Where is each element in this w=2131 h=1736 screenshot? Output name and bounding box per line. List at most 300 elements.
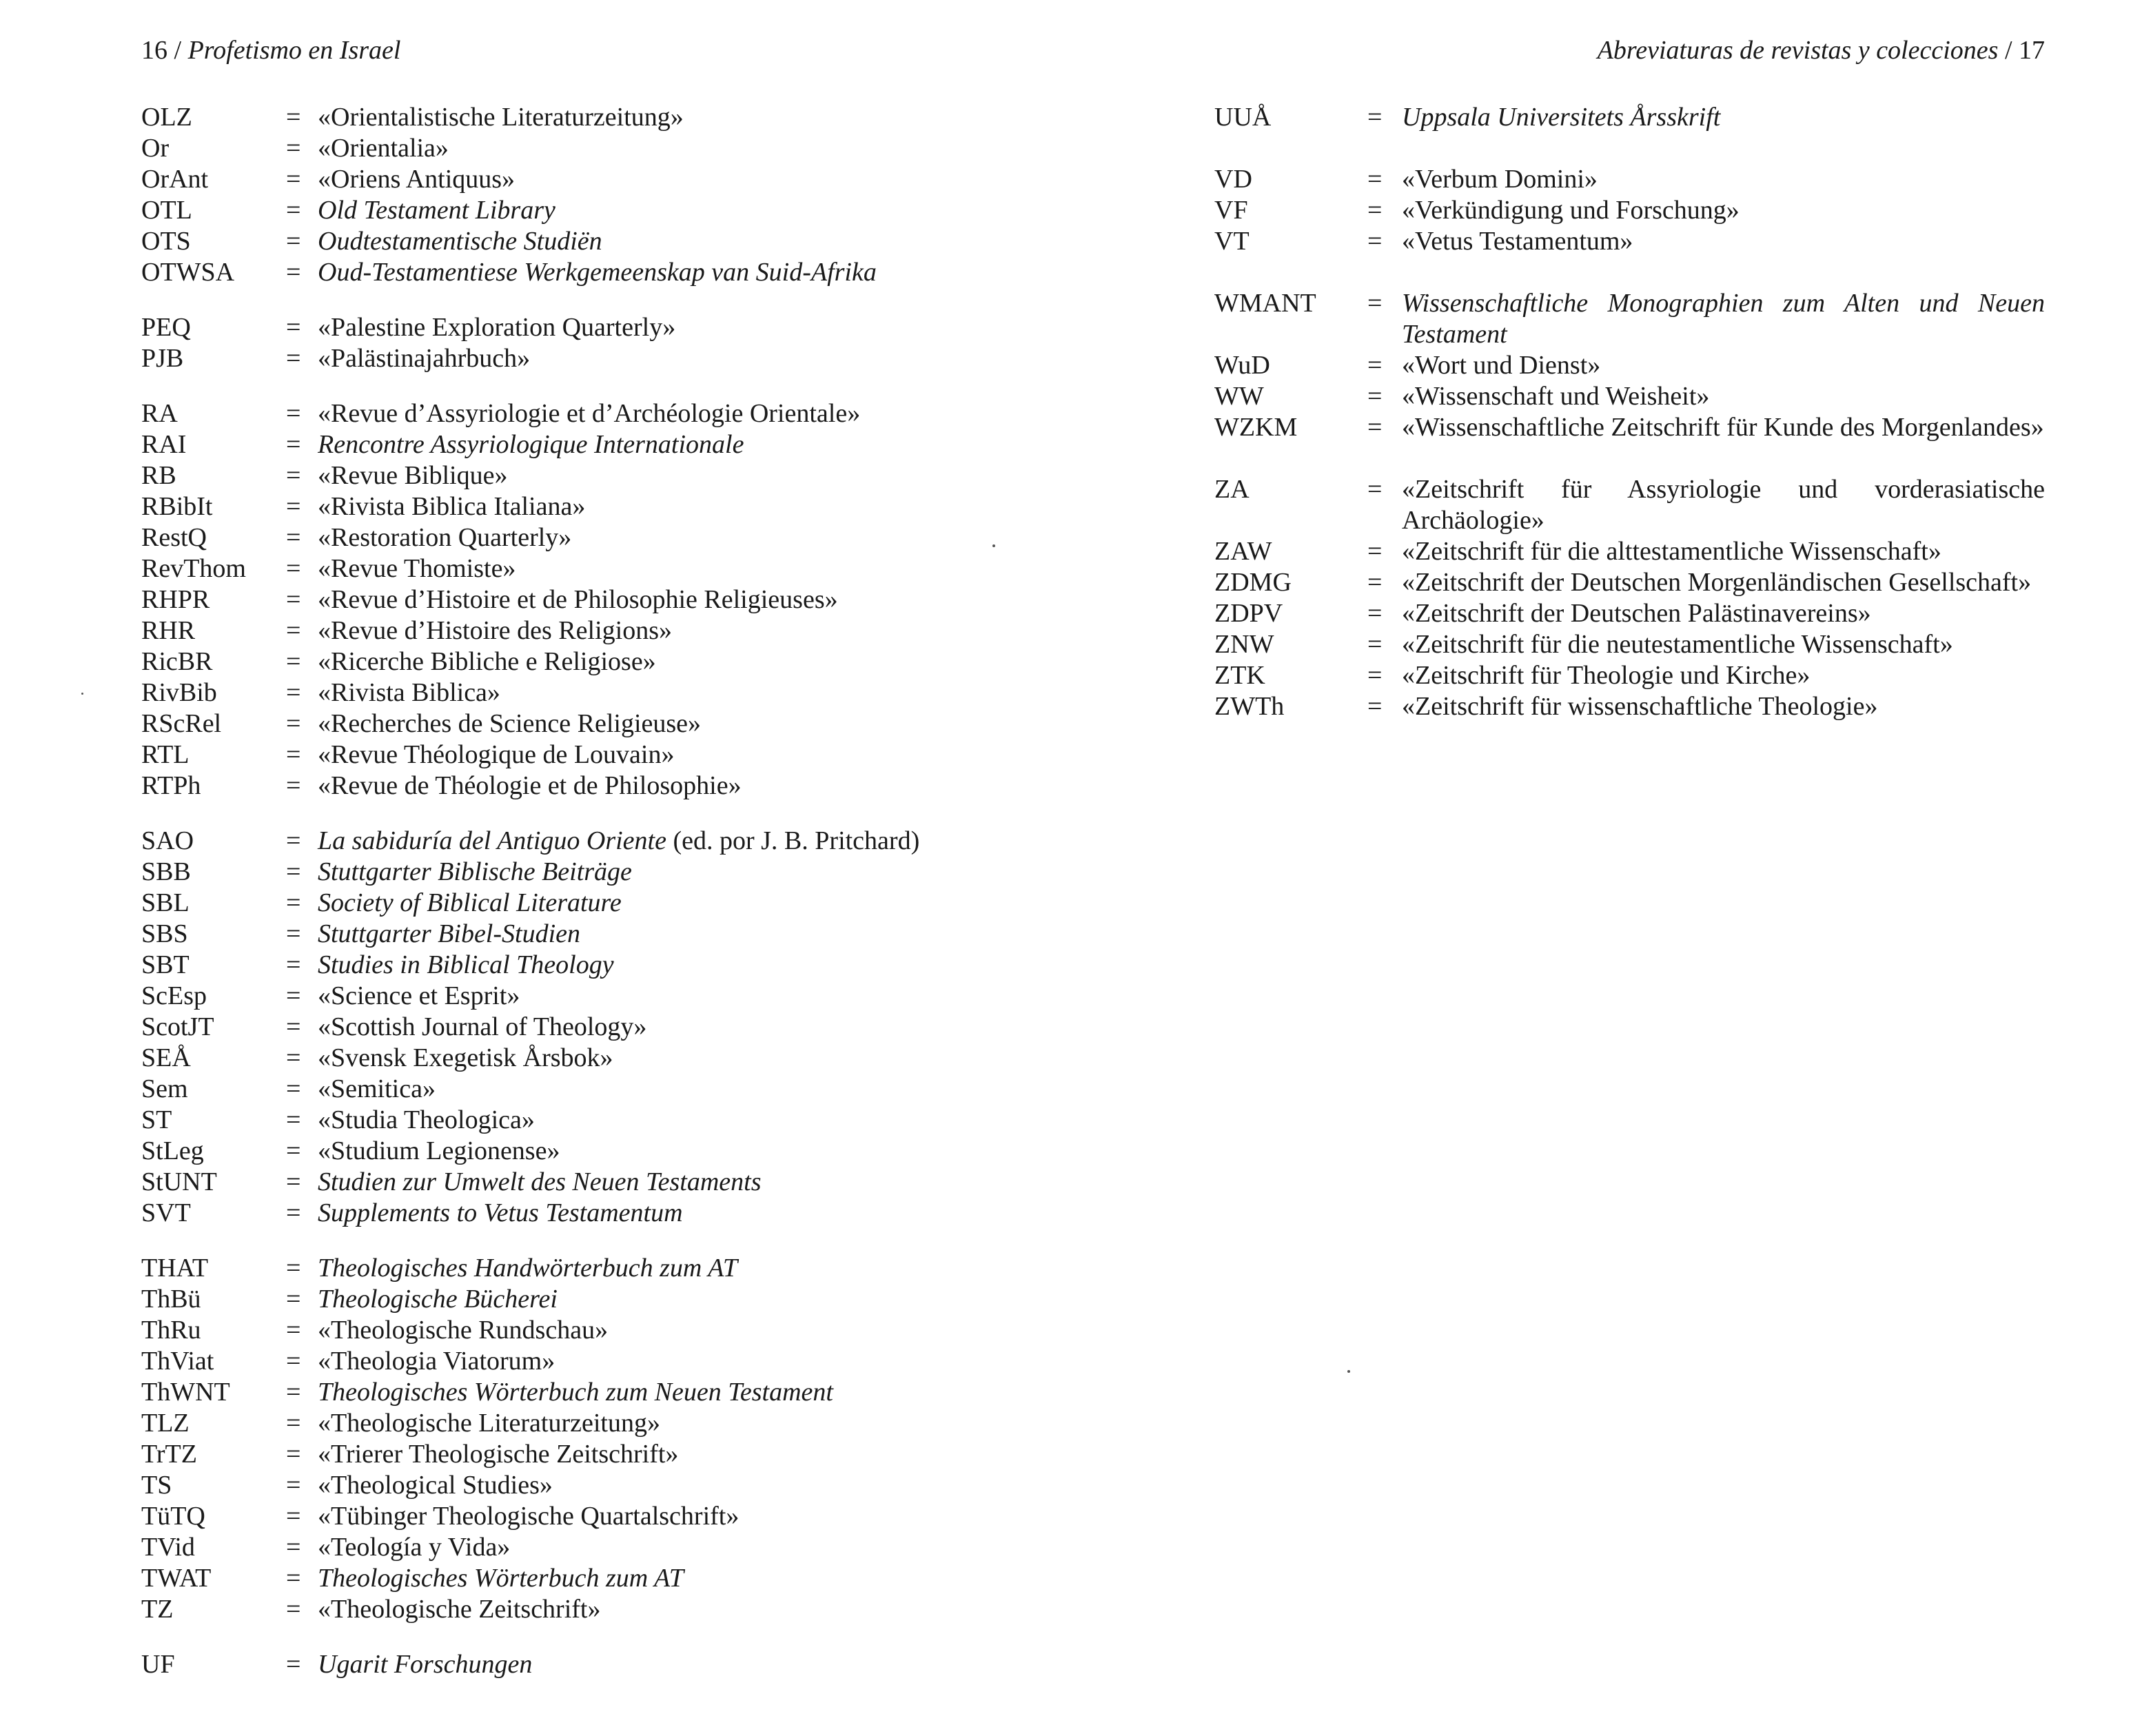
abbreviation: SBL: [141, 888, 190, 917]
expansion-text: «Zeitschrift für Theologie und Kirche»: [1402, 661, 1811, 690]
expansion-text: Studies in Biblical Theology: [318, 950, 614, 979]
abbreviation-entry: [1214, 102, 2045, 133]
expansion-text: «Orientalia»: [318, 134, 449, 163]
expansion-text: «Zeitschrift für wissenschaftliche Theologie»: [1402, 692, 1878, 721]
abbreviation: WuD: [1214, 351, 1270, 380]
equals-sign: =: [286, 492, 301, 521]
abbreviation-entry: [1214, 350, 2045, 381]
expansion: [318, 739, 1037, 770]
expansion: [318, 1439, 1037, 1470]
expansion-text: «Verbum Domini»: [1402, 165, 1598, 194]
expansion: [318, 522, 1037, 553]
equals-sign: =: [286, 227, 301, 256]
expansion-text: Stuttgarter Bibel-Studien: [318, 919, 581, 948]
equals-sign: =: [1367, 413, 1383, 442]
expansion-text: «Trierer Theologische Zeitschrift»: [318, 1440, 679, 1469]
abbreviation: RHPR: [141, 585, 210, 614]
abbreviation-entry: [141, 553, 1037, 584]
equals-sign: =: [286, 1074, 301, 1103]
equals-sign: =: [286, 888, 301, 917]
scan-speck: [1347, 1370, 1350, 1373]
scan-speck: [992, 544, 995, 547]
abbreviation: RA: [141, 399, 178, 428]
abbreviation-entry: [141, 1594, 1037, 1625]
expansion: [318, 1470, 1037, 1501]
expansion-text: «Wort und Dienst»: [1402, 351, 1601, 380]
expansion-text: «Svensk Exegetisk Årsbok»: [318, 1043, 613, 1072]
equals-sign: =: [286, 1347, 301, 1376]
right-page-header: [1598, 30, 2045, 70]
expansion: [318, 981, 1037, 1012]
abbreviation-entry: [141, 739, 1037, 770]
abbreviation-entry: [1214, 164, 2045, 195]
abbreviation: SVT: [141, 1198, 191, 1227]
equals-sign: =: [1367, 227, 1383, 256]
equals-sign: =: [286, 1043, 301, 1072]
right-page-title: Abreviaturas de revistas y colecciones: [1597, 36, 1999, 65]
abbreviation-entry: [141, 857, 1037, 888]
expansion: [318, 1167, 1037, 1198]
expansion: [318, 1012, 1037, 1043]
abbreviation-entry: [141, 491, 1037, 522]
expansion: [1402, 350, 2045, 381]
abbreviation-entry: [1214, 474, 2045, 536]
expansion: [318, 1532, 1037, 1563]
expansion: [318, 857, 1037, 888]
expansion-text: «Theological Studies»: [318, 1471, 553, 1500]
equals-sign: =: [286, 134, 301, 163]
expansion-text: Theologisches Wörterbuch zum AT: [318, 1564, 684, 1593]
expansion: [1402, 536, 2045, 567]
abbreviation: RicBR: [141, 647, 213, 676]
abbreviation-group: [141, 826, 1037, 1229]
abbreviation-entry: [141, 1253, 1037, 1284]
abbreviation: TVid: [141, 1533, 195, 1562]
expansion-text: «Vetus Testamentum»: [1402, 227, 1633, 256]
abbreviation-entry: [141, 522, 1037, 553]
abbreviation: WW: [1214, 382, 1264, 411]
expansion-text: «Zeitschrift für die alttestamentliche Wissenschaft»: [1402, 537, 1941, 566]
expansion-text: «Teología y Vida»: [318, 1533, 511, 1562]
abbreviation-group: [141, 102, 1037, 288]
abbreviation-entry: [141, 164, 1037, 195]
abbreviation-entry: [141, 133, 1037, 164]
abbreviation-entry: [141, 257, 1037, 288]
expansion: [318, 164, 1037, 195]
expansion: [318, 615, 1037, 646]
expansion-text: Oud-Testamentiese Werkgemeenskap van Suid-Afrika: [318, 258, 877, 287]
expansion-text: «Science et Esprit»: [318, 981, 520, 1010]
expansion-text: «Rivista Biblica»: [318, 678, 500, 707]
expansion: [318, 1043, 1037, 1074]
expansion-text: «Zeitschrift für die neutestamentliche Wissenschaft»: [1402, 630, 1953, 659]
abbreviation-entry: [141, 1532, 1037, 1563]
equals-sign: =: [286, 1650, 301, 1679]
equals-sign: =: [286, 196, 301, 225]
equals-sign: =: [286, 1012, 301, 1041]
abbreviation: ZWTh: [1214, 692, 1285, 721]
expansion-text: «Theologische Literaturzeitung»: [318, 1409, 660, 1438]
expansion: [318, 553, 1037, 584]
expansion: [318, 1346, 1037, 1377]
expansion: [318, 133, 1037, 164]
equals-sign: =: [286, 461, 301, 490]
abbreviation-entry: [141, 1167, 1037, 1198]
abbreviation-entry: [141, 226, 1037, 257]
equals-sign: =: [286, 1316, 301, 1345]
expansion: [318, 919, 1037, 950]
expansion: [318, 1198, 1037, 1229]
equals-sign: =: [286, 344, 301, 373]
expansion-text: «Wissenschaft und Weisheit»: [1402, 382, 1710, 411]
equals-sign: =: [1367, 103, 1383, 132]
expansion: [318, 950, 1037, 981]
expansion-text: «Studium Legionense»: [318, 1136, 560, 1165]
expansion: [318, 584, 1037, 615]
expansion-text: «Semitica»: [318, 1074, 436, 1103]
right-page-number: / 17: [2004, 36, 2045, 65]
expansion: [1402, 691, 2045, 722]
expansion: [318, 770, 1037, 801]
abbreviation-entry: [141, 1439, 1037, 1470]
left-page: [141, 0, 1037, 1736]
expansion-text: «Theologische Rundschau»: [318, 1316, 609, 1345]
expansion: [318, 826, 1037, 857]
equals-sign: =: [1367, 289, 1383, 318]
expansion: [318, 1594, 1037, 1625]
expansion: [1402, 474, 2045, 536]
abbreviation-group: [141, 1253, 1037, 1625]
equals-sign: =: [286, 165, 301, 194]
right-abbreviation-list: [1214, 102, 2045, 753]
expansion: [318, 1136, 1037, 1167]
expansion-text: Theologische Bücherei: [318, 1285, 558, 1314]
expansion-text: «Orientalistische Literaturzeitung»: [318, 103, 684, 132]
expansion-text: «Palästinajahrbuch»: [318, 344, 531, 373]
expansion: [318, 1284, 1037, 1315]
equals-sign: =: [286, 1471, 301, 1500]
expansion-text: Ugarit Forschungen: [318, 1650, 533, 1679]
expansion: [318, 1649, 1037, 1680]
abbreviation-entry: [141, 981, 1037, 1012]
expansion-text: Studien zur Umwelt des Neuen Testaments: [318, 1167, 762, 1196]
abbreviation: RScRel: [141, 709, 222, 738]
expansion: [318, 102, 1037, 133]
abbreviation-entry: [1214, 288, 2045, 350]
expansion: [318, 312, 1037, 343]
abbreviation: ZDMG: [1214, 568, 1292, 597]
left-abbreviation-list: [141, 102, 1037, 1704]
expansion-text: «Restoration Quarterly»: [318, 523, 572, 552]
abbreviation: RestQ: [141, 523, 207, 552]
expansion: [318, 1074, 1037, 1105]
abbreviation-entry: [141, 1074, 1037, 1105]
expansion-text: Society of Biblical Literature: [318, 888, 622, 917]
equals-sign: =: [286, 523, 301, 552]
abbreviation: UF: [141, 1650, 175, 1679]
expansion: [318, 343, 1037, 374]
expansion-text: Theologisches Wörterbuch zum Neuen Testament: [318, 1378, 833, 1407]
abbreviation-entry: [1214, 691, 2045, 722]
abbreviation: TZ: [141, 1595, 174, 1624]
abbreviation: ScotJT: [141, 1012, 214, 1041]
expansion-text: Stuttgarter Biblische Beiträge: [318, 857, 632, 886]
abbreviation: ZAW: [1214, 537, 1272, 566]
equals-sign: =: [286, 647, 301, 676]
abbreviation: Or: [141, 134, 170, 163]
expansion: [318, 226, 1037, 257]
abbreviation-entry: [141, 460, 1037, 491]
expansion: [1402, 195, 2045, 226]
equals-sign: =: [1367, 475, 1383, 504]
equals-sign: =: [286, 585, 301, 614]
abbreviation-group: [141, 312, 1037, 374]
expansion-text: «Theologische Zeitschrift»: [318, 1595, 601, 1624]
abbreviation-group: [1214, 102, 2045, 133]
expansion-text: «Revue Biblique»: [318, 461, 508, 490]
abbreviation-entry: [141, 826, 1037, 857]
abbreviation-entry: [141, 1105, 1037, 1136]
abbreviation: OrAnt: [141, 165, 209, 194]
abbreviation: TWAT: [141, 1564, 212, 1593]
equals-sign: =: [286, 1440, 301, 1469]
abbreviation: ThRu: [141, 1316, 201, 1345]
expansion-text: «Ricerche Bibliche e Religiose»: [318, 647, 656, 676]
abbreviation: OTWSA: [141, 258, 235, 287]
left-page-header: [141, 30, 400, 70]
abbreviation: RTL: [141, 740, 190, 769]
abbreviation: VF: [1214, 196, 1248, 225]
equals-sign: =: [1367, 351, 1383, 380]
equals-sign: =: [1367, 568, 1383, 597]
equals-sign: =: [286, 554, 301, 583]
expansion: [318, 708, 1037, 739]
equals-sign: =: [1367, 599, 1383, 628]
abbreviation: RTPh: [141, 771, 201, 800]
expansion-text: Wissenschaftliche Monographien zum Alten und Neuen Testament: [1402, 289, 2045, 349]
abbreviation-entry: [141, 1377, 1037, 1408]
abbreviation: StLeg: [141, 1136, 204, 1165]
abbreviation: StUNT: [141, 1167, 217, 1196]
abbreviation: ThBü: [141, 1285, 201, 1314]
equals-sign: =: [286, 1105, 301, 1134]
expansion-text: «Zeitschrift der Deutschen Palästinavereins»: [1402, 599, 1871, 628]
abbreviation-entry: [141, 584, 1037, 615]
expansion: [1402, 660, 2045, 691]
expansion-text: «Theologia Viatorum»: [318, 1347, 555, 1376]
expansion: [1402, 164, 2045, 195]
abbreviation: WZKM: [1214, 413, 1298, 442]
abbreviation-entry: [1214, 412, 2045, 443]
abbreviation: UUÅ: [1214, 103, 1272, 132]
abbreviation-group: [141, 398, 1037, 801]
equals-sign: =: [286, 313, 301, 342]
expansion-text: Supplements to Vetus Testamentum: [318, 1198, 683, 1227]
abbreviation: WMANT: [1214, 289, 1316, 318]
equals-sign: =: [286, 258, 301, 287]
abbreviation-entry: [141, 950, 1037, 981]
left-page-title: Profetismo en Israel: [187, 36, 401, 65]
abbreviation-entry: [141, 888, 1037, 919]
abbreviation-entry: [141, 1408, 1037, 1439]
abbreviation: OTS: [141, 227, 191, 256]
expansion-text: «Zeitschrift der Deutschen Morgenländischen Gesellschaft»: [1402, 568, 2032, 597]
expansion: [318, 257, 1037, 288]
abbreviation-entry: [1214, 381, 2045, 412]
abbreviation: SAO: [141, 826, 194, 855]
equals-sign: =: [1367, 196, 1383, 225]
expansion: [318, 491, 1037, 522]
equals-sign: =: [286, 740, 301, 769]
equals-sign: =: [286, 826, 301, 855]
equals-sign: =: [286, 1378, 301, 1407]
abbreviation: ZTK: [1214, 661, 1265, 690]
abbreviation: RevThom: [141, 554, 246, 583]
abbreviation: VT: [1214, 227, 1250, 256]
expansion: [1402, 598, 2045, 629]
equals-sign: =: [286, 1409, 301, 1438]
abbreviation: RBibIt: [141, 492, 213, 521]
expansion-text: Uppsala Universitets Årsskrift: [1402, 103, 1721, 132]
equals-sign: =: [1367, 630, 1383, 659]
abbreviation-group: [141, 1649, 1037, 1680]
abbreviation-entry: [141, 1043, 1037, 1074]
expansion: [318, 1315, 1037, 1346]
abbreviation: SBB: [141, 857, 191, 886]
equals-sign: =: [286, 857, 301, 886]
expansion-text: «Verkündigung und Forschung»: [1402, 196, 1740, 225]
expansion-text: «Recherches de Science Religieuse»: [318, 709, 702, 738]
abbreviation-entry: [141, 195, 1037, 226]
expansion-text: La sabiduría del Antiguo Oriente: [318, 826, 666, 855]
expansion: [1402, 226, 2045, 257]
abbreviation-entry: [1214, 226, 2045, 257]
abbreviation: ThWNT: [141, 1378, 230, 1407]
equals-sign: =: [286, 771, 301, 800]
abbreviation: TLZ: [141, 1409, 190, 1438]
abbreviation: SEÅ: [141, 1043, 191, 1072]
abbreviation: SBT: [141, 950, 190, 979]
abbreviation: ST: [141, 1105, 172, 1134]
expansion: [318, 888, 1037, 919]
expansion-text: «Tübinger Theologische Quartalschrift»: [318, 1502, 740, 1531]
expansion-text: Oudtestamentische Studiën: [318, 227, 602, 256]
expansion-text: «Palestine Exploration Quarterly»: [318, 313, 676, 342]
expansion-text: «Oriens Antiquus»: [318, 165, 516, 194]
equals-sign: =: [286, 1285, 301, 1314]
abbreviation-group: [1214, 474, 2045, 722]
abbreviation-entry: [141, 615, 1037, 646]
abbreviation-entry: [141, 312, 1037, 343]
expansion: [318, 1563, 1037, 1594]
equals-sign: =: [286, 981, 301, 1010]
abbreviation-entry: [141, 429, 1037, 460]
expansion-text: «Revue d’Histoire et de Philosophie Religieuses»: [318, 585, 838, 614]
expansion-text: «Revue d’Assyriologie et d’Archéologie Orientale»: [318, 399, 861, 428]
abbreviation-entry: [1214, 195, 2045, 226]
abbreviation: VD: [1214, 165, 1252, 194]
expansion-text: «Rivista Biblica Italiana»: [318, 492, 586, 521]
left-page-number: 16 /: [141, 36, 182, 65]
expansion: [318, 1105, 1037, 1136]
equals-sign: =: [286, 1533, 301, 1562]
expansion: [318, 429, 1037, 460]
abbreviation: ScEsp: [141, 981, 207, 1010]
abbreviation-entry: [141, 708, 1037, 739]
equals-sign: =: [286, 616, 301, 645]
equals-sign: =: [286, 1254, 301, 1283]
abbreviation-entry: [141, 1136, 1037, 1167]
expansion: [1402, 102, 2045, 133]
abbreviation-entry: [141, 919, 1037, 950]
abbreviation: RAI: [141, 430, 187, 459]
abbreviation-group: [1214, 288, 2045, 443]
expansion: [1402, 629, 2045, 660]
equals-sign: =: [1367, 165, 1383, 194]
abbreviation-entry: [1214, 567, 2045, 598]
abbreviation-entry: [141, 398, 1037, 429]
abbreviation: PJB: [141, 344, 184, 373]
equals-sign: =: [286, 919, 301, 948]
equals-sign: =: [286, 1136, 301, 1165]
abbreviation-entry: [141, 1649, 1037, 1680]
equals-sign: =: [286, 1595, 301, 1624]
scan-speck: [81, 693, 83, 695]
expansion-text: Old Testament Library: [318, 196, 555, 225]
expansion: [318, 398, 1037, 429]
abbreviation-entry: [141, 677, 1037, 708]
abbreviation-entry: [1214, 536, 2045, 567]
expansion-text: «Revue Théologique de Louvain»: [318, 740, 675, 769]
equals-sign: =: [286, 709, 301, 738]
equals-sign: =: [1367, 661, 1383, 690]
expansion-text: «Scottish Journal of Theology»: [318, 1012, 647, 1041]
expansion-text: «Revue d’Histoire des Religions»: [318, 616, 672, 645]
expansion: [1402, 567, 2045, 598]
abbreviation: PEQ: [141, 313, 191, 342]
right-page: [1214, 0, 2045, 1736]
expansion-note: (ed. por J. B. Pritchard): [666, 826, 920, 855]
abbreviation: RHR: [141, 616, 196, 645]
expansion-text: Theologisches Handwörterbuch zum AT: [318, 1254, 738, 1283]
abbreviation-entry: [141, 1315, 1037, 1346]
abbreviation: TüTQ: [141, 1502, 205, 1531]
abbreviation: Sem: [141, 1074, 188, 1103]
abbreviation-entry: [141, 1346, 1037, 1377]
abbreviation: ZNW: [1214, 630, 1274, 659]
abbreviation-entry: [141, 646, 1037, 677]
equals-sign: =: [286, 1198, 301, 1227]
equals-sign: =: [286, 950, 301, 979]
abbreviation-entry: [141, 1563, 1037, 1594]
equals-sign: =: [286, 1167, 301, 1196]
abbreviation: THAT: [141, 1254, 209, 1283]
abbreviation: ZA: [1214, 475, 1250, 504]
expansion: [318, 1408, 1037, 1439]
abbreviation-entry: [141, 343, 1037, 374]
abbreviation-group: [1214, 164, 2045, 257]
expansion: [318, 1501, 1037, 1532]
abbreviation: ThViat: [141, 1347, 214, 1376]
expansion-text: «Studia Theologica»: [318, 1105, 535, 1134]
equals-sign: =: [286, 399, 301, 428]
expansion-text: «Revue de Théologie et de Philosophie»: [318, 771, 742, 800]
expansion: [318, 195, 1037, 226]
abbreviation-entry: [1214, 629, 2045, 660]
expansion: [318, 1253, 1037, 1284]
abbreviation: RivBib: [141, 678, 217, 707]
equals-sign: =: [286, 430, 301, 459]
